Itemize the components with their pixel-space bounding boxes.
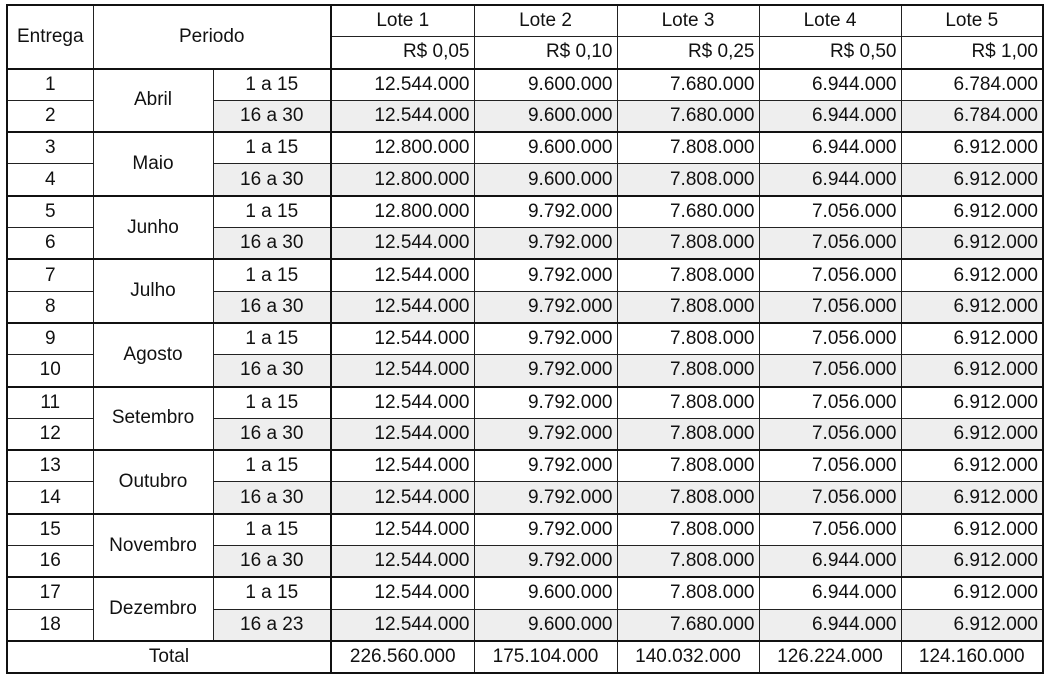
period-half-cell: 1 a 15 [213,196,331,228]
table-row [7,196,1043,228]
period-half-cell: 16 a 30 [213,546,331,578]
lote-value-cell: 7.056.000 [759,514,901,546]
table-row [7,323,1043,355]
period-half-cell: 1 a 15 [213,259,331,291]
lote-value-cell: 9.792.000 [474,546,617,578]
lote-value-cell: 6.944.000 [759,164,901,196]
total-lote-2: 175.104.000 [474,641,617,673]
total-lote-3: 140.032.000 [617,641,759,673]
lote-value-cell: 9.792.000 [474,355,617,387]
lote-value-cell: 6.912.000 [901,418,1043,450]
delivery-table-container [6,4,1044,674]
lote-value-cell: 12.544.000 [331,323,474,355]
lote-value-cell: 6.784.000 [901,100,1043,132]
period-half-cell: 1 a 15 [213,514,331,546]
lote-value-cell: 6.912.000 [901,259,1043,291]
entrega-cell: 7 [7,259,93,291]
entrega-cell: 12 [7,418,93,450]
total-lote-1: 226.560.000 [331,641,474,673]
table-body [7,69,1043,641]
lote-value-cell: 6.912.000 [901,291,1043,323]
lote-value-cell: 7.808.000 [617,482,759,514]
lote-value-cell: 9.792.000 [474,259,617,291]
lote-value-cell: 6.912.000 [901,132,1043,164]
lote-value-cell: 12.544.000 [331,546,474,578]
lote-value-cell: 7.808.000 [617,387,759,419]
month-cell: Novembro [93,514,213,578]
lote-value-cell: 7.808.000 [617,514,759,546]
header-lote-4: Lote 4 [759,5,901,37]
lote-value-cell: 7.680.000 [617,196,759,228]
lote-value-cell: 7.680.000 [617,609,759,641]
lote-value-cell: 6.944.000 [759,100,901,132]
lote-value-cell: 12.544.000 [331,577,474,609]
total-label: Total [7,641,331,673]
period-half-cell: 16 a 30 [213,100,331,132]
lote-value-cell: 7.056.000 [759,482,901,514]
entrega-cell: 2 [7,100,93,132]
total-lote-4: 126.224.000 [759,641,901,673]
header-price-lote-3: R$ 0,25 [617,37,759,69]
lote-value-cell: 7.056.000 [759,196,901,228]
period-half-cell: 16 a 23 [213,609,331,641]
lote-value-cell: 9.792.000 [474,514,617,546]
lote-value-cell: 6.784.000 [901,69,1043,101]
lote-value-cell: 9.600.000 [474,69,617,101]
period-half-cell: 1 a 15 [213,450,331,482]
lote-value-cell: 7.056.000 [759,228,901,260]
lote-value-cell: 12.544.000 [331,291,474,323]
lote-value-cell: 7.808.000 [617,228,759,260]
period-half-cell: 1 a 15 [213,577,331,609]
lote-value-cell: 6.944.000 [759,132,901,164]
lote-value-cell: 6.912.000 [901,609,1043,641]
entrega-cell: 10 [7,355,93,387]
entrega-cell: 16 [7,546,93,578]
table-row [7,514,1043,546]
month-cell: Agosto [93,323,213,387]
header-price-lote-5: R$ 1,00 [901,37,1043,69]
lote-value-cell: 7.808.000 [617,291,759,323]
header-lote-1: Lote 1 [331,5,474,37]
lote-value-cell: 9.600.000 [474,609,617,641]
month-cell: Maio [93,132,213,196]
lote-value-cell: 6.912.000 [901,387,1043,419]
lote-value-cell: 7.808.000 [617,132,759,164]
lote-value-cell: 12.544.000 [331,69,474,101]
lote-value-cell: 6.912.000 [901,196,1043,228]
header-entrega: Entrega [7,5,93,69]
month-cell: Julho [93,259,213,323]
period-half-cell: 16 a 30 [213,482,331,514]
month-cell: Junho [93,196,213,260]
entrega-cell: 6 [7,228,93,260]
period-half-cell: 16 a 30 [213,355,331,387]
lote-value-cell: 7.056.000 [759,323,901,355]
table-row [7,69,1043,101]
lote-value-cell: 7.680.000 [617,100,759,132]
header-lote-3: Lote 3 [617,5,759,37]
entrega-cell: 1 [7,69,93,101]
lote-value-cell: 7.808.000 [617,323,759,355]
lote-value-cell: 7.056.000 [759,387,901,419]
header-row-lotes [7,5,1043,37]
lote-value-cell: 9.600.000 [474,132,617,164]
entrega-cell: 9 [7,323,93,355]
lote-value-cell: 6.912.000 [901,228,1043,260]
lote-value-cell: 6.944.000 [759,546,901,578]
lote-value-cell: 9.792.000 [474,196,617,228]
lote-value-cell: 12.800.000 [331,196,474,228]
lote-value-cell: 9.792.000 [474,291,617,323]
lote-value-cell: 9.792.000 [474,482,617,514]
table-row [7,259,1043,291]
lote-value-cell: 12.544.000 [331,228,474,260]
lote-value-cell: 6.944.000 [759,69,901,101]
entrega-cell: 4 [7,164,93,196]
period-half-cell: 16 a 30 [213,164,331,196]
period-half-cell: 16 a 30 [213,418,331,450]
table-row [7,387,1043,419]
month-cell: Abril [93,69,213,133]
entrega-cell: 5 [7,196,93,228]
lote-value-cell: 9.792.000 [474,323,617,355]
lote-value-cell: 7.808.000 [617,450,759,482]
lote-value-cell: 12.544.000 [331,387,474,419]
lote-value-cell: 6.944.000 [759,577,901,609]
entrega-cell: 3 [7,132,93,164]
lote-value-cell: 6.912.000 [901,355,1043,387]
lote-value-cell: 7.808.000 [617,259,759,291]
entrega-cell: 14 [7,482,93,514]
entrega-cell: 11 [7,387,93,419]
lote-value-cell: 12.544.000 [331,418,474,450]
lote-value-cell: 6.912.000 [901,514,1043,546]
lote-value-cell: 9.792.000 [474,418,617,450]
lote-value-cell: 9.792.000 [474,387,617,419]
lote-value-cell: 7.680.000 [617,69,759,101]
header-lote-2: Lote 2 [474,5,617,37]
lote-value-cell: 12.544.000 [331,100,474,132]
entrega-cell: 15 [7,514,93,546]
lote-value-cell: 6.912.000 [901,577,1043,609]
month-cell: Outubro [93,450,213,514]
lote-value-cell: 9.792.000 [474,450,617,482]
header-periodo: Periodo [93,5,331,69]
period-half-cell: 16 a 30 [213,228,331,260]
month-cell: Dezembro [93,577,213,641]
period-half-cell: 1 a 15 [213,132,331,164]
lote-value-cell: 6.912.000 [901,546,1043,578]
period-half-cell: 1 a 15 [213,387,331,419]
header-price-lote-4: R$ 0,50 [759,37,901,69]
lote-value-cell: 12.800.000 [331,164,474,196]
period-half-cell: 1 a 15 [213,323,331,355]
lote-value-cell: 12.544.000 [331,450,474,482]
lote-value-cell: 12.544.000 [331,259,474,291]
delivery-schedule-table [6,4,1044,674]
entrega-cell: 18 [7,609,93,641]
lote-value-cell: 7.056.000 [759,291,901,323]
lote-value-cell: 7.808.000 [617,546,759,578]
lote-value-cell: 9.792.000 [474,228,617,260]
lote-value-cell: 7.808.000 [617,577,759,609]
month-cell: Setembro [93,387,213,451]
entrega-cell: 8 [7,291,93,323]
lote-value-cell: 7.808.000 [617,164,759,196]
lote-value-cell: 12.800.000 [331,132,474,164]
lote-value-cell: 7.056.000 [759,418,901,450]
entrega-cell: 17 [7,577,93,609]
entrega-cell: 13 [7,450,93,482]
lote-value-cell: 12.544.000 [331,514,474,546]
lote-value-cell: 6.912.000 [901,164,1043,196]
lote-value-cell: 12.544.000 [331,482,474,514]
header-price-lote-1: R$ 0,05 [331,37,474,69]
lote-value-cell: 12.544.000 [331,609,474,641]
table-row [7,450,1043,482]
lote-value-cell: 7.056.000 [759,259,901,291]
header-price-lote-2: R$ 0,10 [474,37,617,69]
period-half-cell: 16 a 30 [213,291,331,323]
lote-value-cell: 12.544.000 [331,355,474,387]
lote-value-cell: 6.912.000 [901,450,1043,482]
lote-value-cell: 6.912.000 [901,323,1043,355]
period-half-cell: 1 a 15 [213,69,331,101]
lote-value-cell: 9.600.000 [474,164,617,196]
table-row [7,577,1043,609]
lote-value-cell: 9.600.000 [474,577,617,609]
lote-value-cell: 7.808.000 [617,355,759,387]
lote-value-cell: 9.600.000 [474,100,617,132]
lote-value-cell: 6.944.000 [759,609,901,641]
lote-value-cell: 7.056.000 [759,355,901,387]
total-row [7,641,1043,673]
lote-value-cell: 6.912.000 [901,482,1043,514]
header-lote-5: Lote 5 [901,5,1043,37]
lote-value-cell: 7.808.000 [617,418,759,450]
lote-value-cell: 7.056.000 [759,450,901,482]
table-row [7,132,1043,164]
total-lote-5: 124.160.000 [901,641,1043,673]
